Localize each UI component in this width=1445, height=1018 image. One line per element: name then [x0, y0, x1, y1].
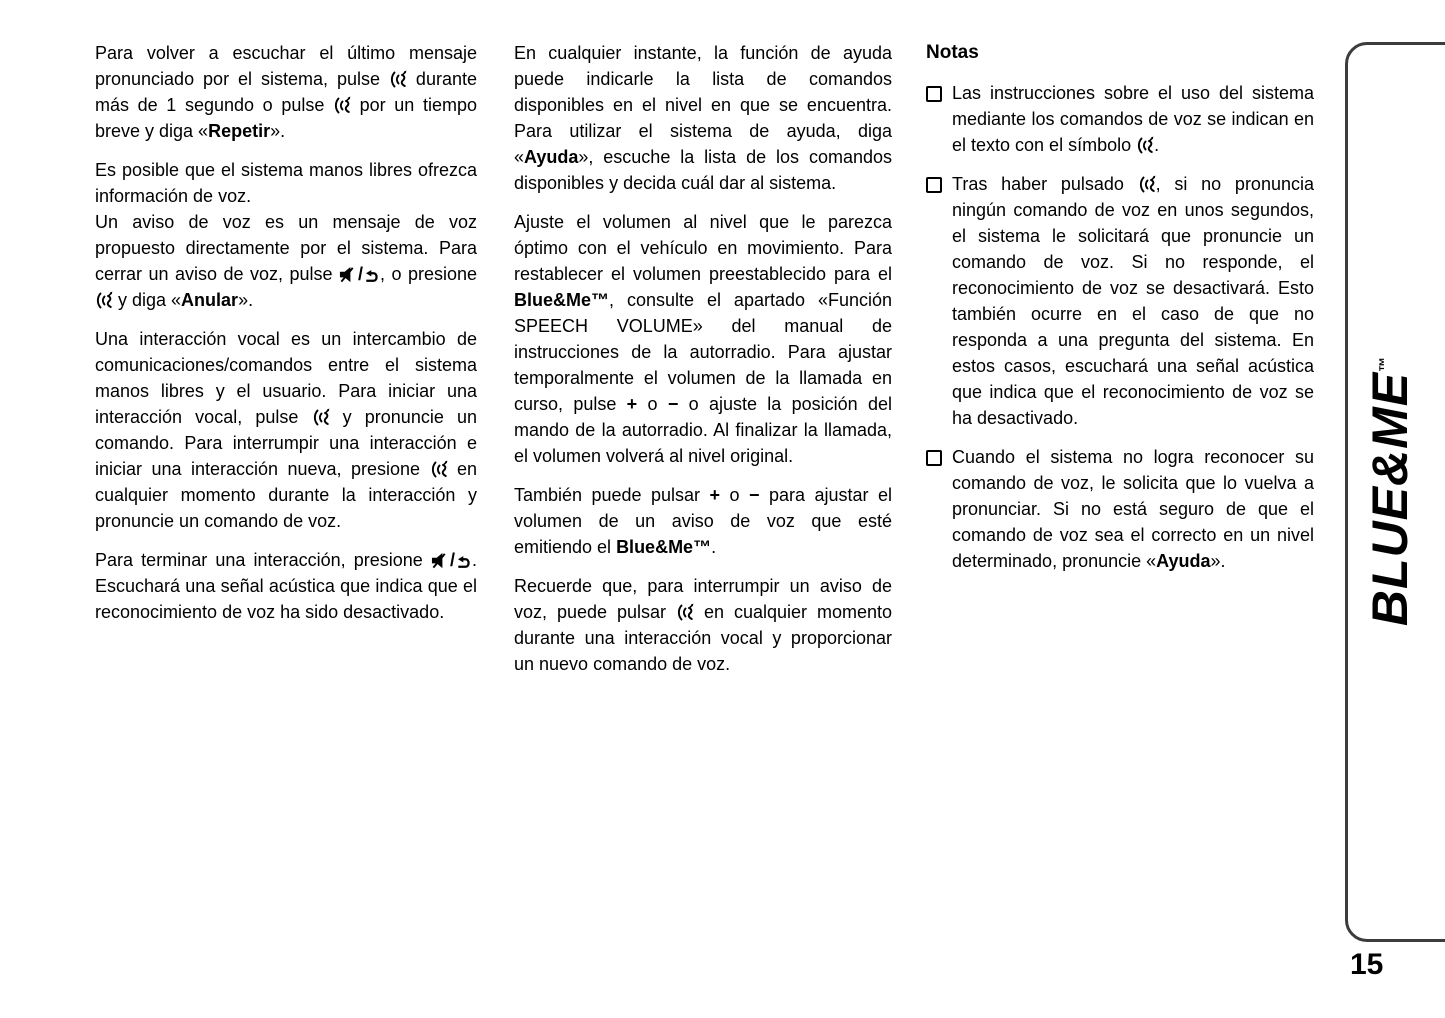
paragraph: Recuerde que, para interrumpir un aviso de voz, puede pulsar en cualquier momento durante una interacción vocal y proporcionar un nuevo comando de voz. [514, 576, 893, 674]
voice-icon [1138, 174, 1156, 194]
trademark-symbol: ™ [1376, 355, 1394, 372]
note-item [926, 80, 1314, 158]
paragraph: Para volver a escuchar el último mensaje pronunciado por el sistema, pulse durante más de 1 segundo o pulse por un tiempo breve y diga «Repetir». [95, 43, 477, 141]
page-number: 15 [1350, 948, 1384, 981]
voice-icon [430, 459, 448, 479]
paragraph: En cualquier instante, la función de ayuda puede indicarle la lista de comandos disponibles en el nivel en que se encuentra. Para utilizar el sistema de ayuda, diga «Ayuda», escuche la lista de los comandos disponibles y decida cuál dar al sistema. [514, 43, 892, 193]
voice-icon [333, 95, 351, 115]
blue-and-me-logo-text: BLUE&ME [1362, 371, 1418, 627]
note-square-icon [926, 450, 942, 466]
mute-icon [339, 266, 358, 284]
return-icon [455, 555, 472, 570]
note-square-icon [926, 177, 942, 193]
paragraph: Para terminar una interacción, presione / . Escuchará una señal acústica que indica que el reconocimiento de voz ha sido desactivado. [95, 550, 477, 622]
paragraph: Una interacción vocal es un intercambio de comunicaciones/comandos entre el sistema manos libres y el usuario. Para iniciar una interacción vocal, pulse y pronuncie un comando. Para interrumpir una interacción e iniciar una interacción nueva, presione en cualquier momento durante la interacción y pronuncie un comando de voz. [95, 329, 478, 531]
voice-icon [312, 407, 330, 427]
note-text: Las instrucciones sobre el uso del sistema mediante los comandos de voz se indican en el texto con el símbolo . [952, 83, 1314, 155]
note-square-icon [926, 86, 942, 102]
voice-icon [676, 602, 694, 622]
column-middle [514, 40, 892, 690]
paragraph: Es posible que el sistema manos libres ofrezca información de voz. Un aviso de voz es un mensaje de voz propuesto directamente por el sistema. Para cerrar un aviso de voz, pulse / , o presione y diga «Anular». [95, 160, 477, 310]
voice-icon [389, 69, 407, 89]
mute-icon [431, 552, 450, 570]
blue-and-me-logo [1361, 356, 1419, 626]
voice-icon [95, 290, 113, 310]
column-left [95, 40, 477, 638]
paragraph: Ajuste el volumen al nivel que le parezca óptimo con el vehículo en movimiento. Para restablecer el volumen preestablecido para el Blue&Me™, consulte el apartado «Función SPEECH VOLUME» del manual de instrucciones de la autorradio. Para ajustar temporalmente el volumen de la llamada en curso, pulse + o − o ajuste la posición del mando de la autorradio. Al finalizar la llamada, el volumen volverá al nivel original. [514, 212, 892, 466]
paragraph: También puede pulsar + o − para ajustar el volumen de un aviso de voz que esté emitiendo el Blue&Me™. [514, 485, 892, 557]
note-text: Cuando el sistema no logra reconocer su comando de voz, le solicita que lo vuelva a pronunciar. Si no está seguro de que el comando de voz sea el correcto en un nivel determinado, pronuncie «Ayuda». [952, 447, 1314, 571]
note-text: Tras haber pulsado , si no pronuncia ningún comando de voz en unos segundos, el sistema le solicitará que pronuncie un comando de voz. Si no responde, el reconocimiento de voz se desactivará. Esto también ocurre en el caso de que no responda a una pregunta del sistema. En estos casos, escuchará una señal acústica que indica que el reconocimiento de voz se ha desactivado. [952, 174, 1314, 428]
note-item [926, 171, 1314, 431]
return-icon [363, 269, 380, 284]
column-notes [926, 40, 1314, 587]
voice-icon [1136, 135, 1154, 155]
note-item [926, 444, 1314, 574]
notes-heading: Notas [926, 42, 979, 63]
